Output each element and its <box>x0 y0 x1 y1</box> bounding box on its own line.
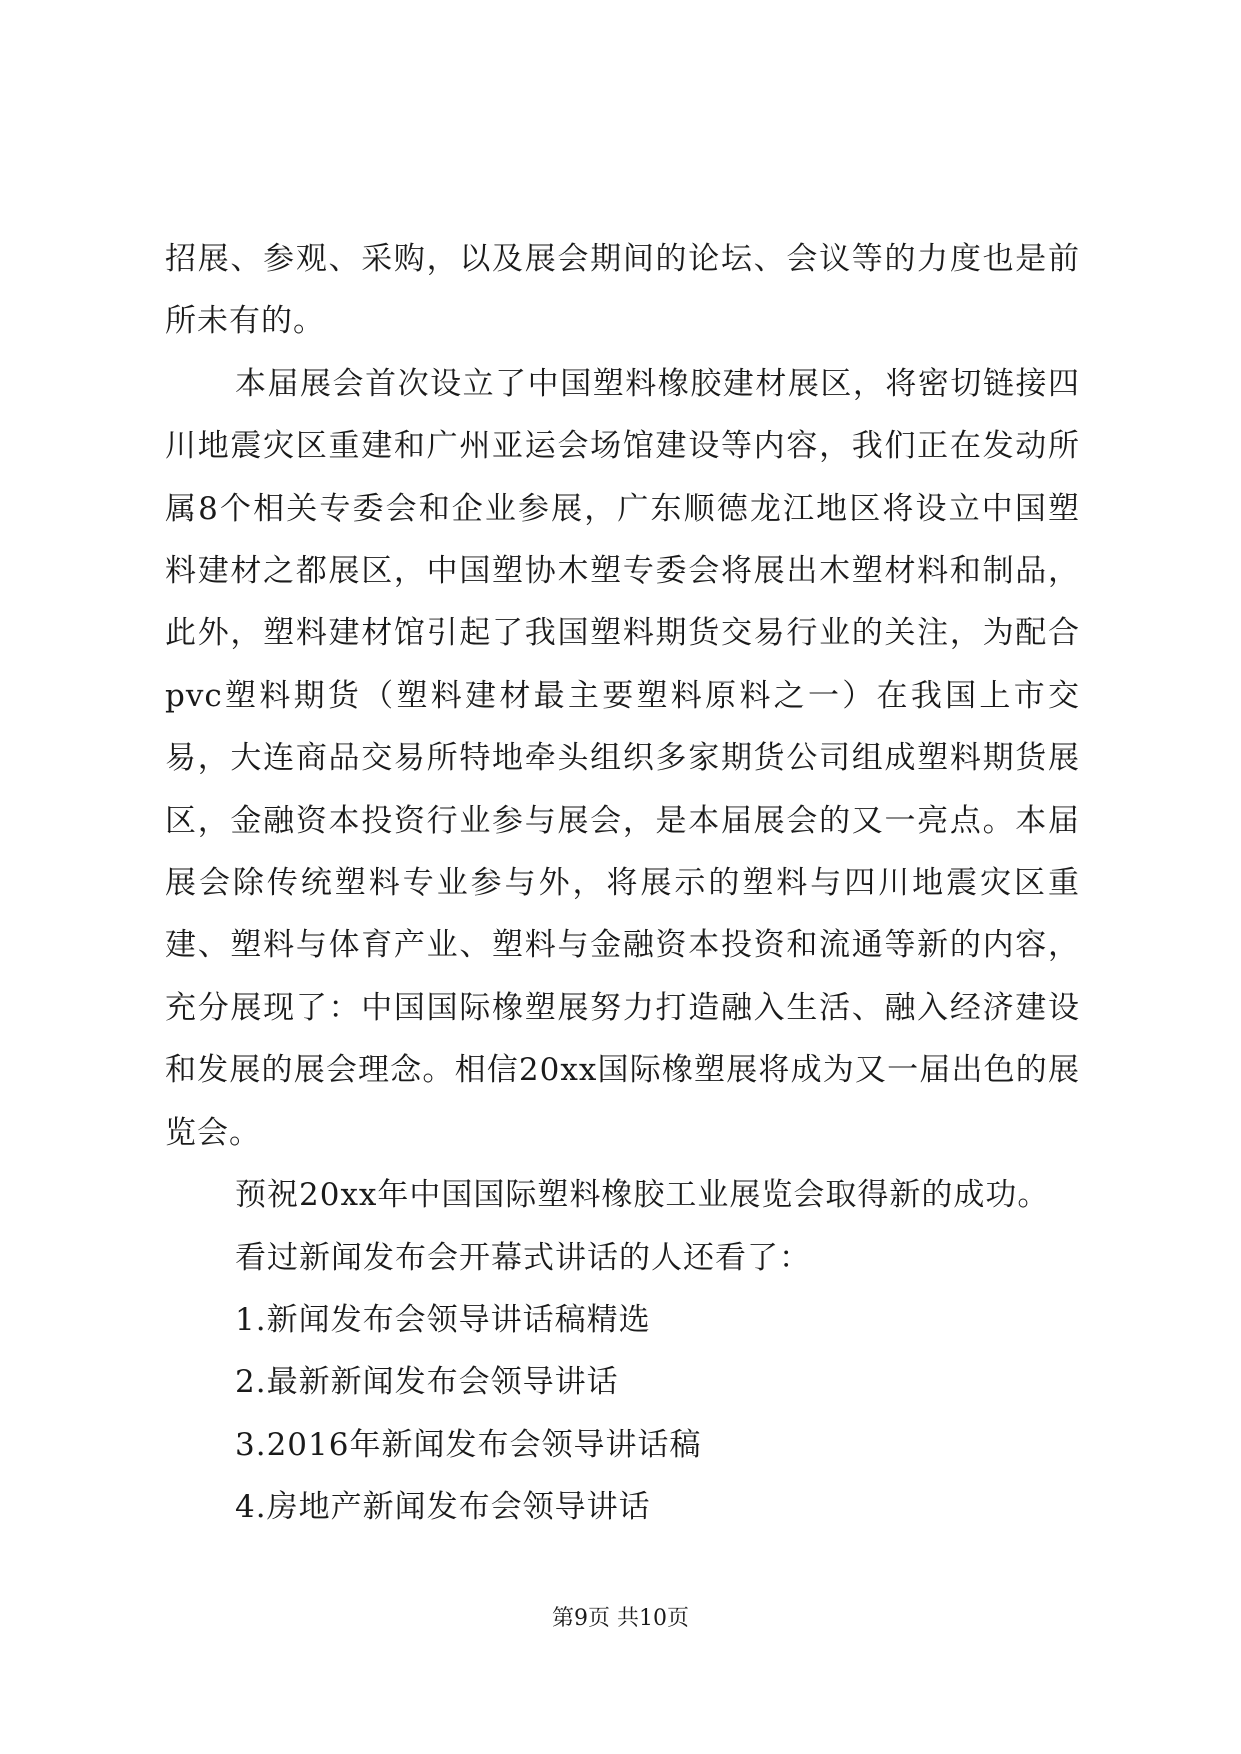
list-item: 3.2016年新闻发布会领导讲话稿 <box>235 1426 702 1463</box>
page-footer: 第9页 共10页 <box>552 1606 689 1631</box>
related-articles-list <box>165 1289 1080 1539</box>
paragraph-4: 看过新闻发布会开幕式讲话的人还看了： <box>235 1239 811 1276</box>
paragraph-2: 本届展会首次设立了中国塑料橡胶建材展区，将密切链接四川地震灾区重建和广州亚运会场馆建设等内容，我们正在发动所属8个相关专委会和企业参展，广东顺德龙江地区将设立中国塑料建材之都展区，中国塑协木塑专委会将展出木塑材料和制品，此外，塑料建材馆引起了我国塑料期货交易行业的关注，为配合pvc塑料期货（塑料建材最主要塑料原料之一）在我国上市交易，大连商品交易所特地牵头组织多家期货公司组成塑料期货展区，金融资本投资行业参与展会，是本届展会的又一亮点。本届展会除传统塑料专业参与外，将展示的塑料与四川地震灾区重建、塑料与体育产业、塑料与金融资本投资和流通等新的内容，充分展现了：中国国际橡塑展努力打造融入生活、融入经济建设和发展的展会理念。相信20xx国际橡塑展将成为又一届出色的展览会。 <box>165 365 1080 1151</box>
document-body <box>165 228 1080 1539</box>
list-item: 4.房地产新闻发布会领导讲话 <box>235 1489 651 1526</box>
list-item: 1.新闻发布会领导讲话稿精选 <box>235 1301 651 1338</box>
paragraph-1: 招展、参观、采购，以及展会期间的论坛、会议等的力度也是前所未有的。 <box>165 241 1080 340</box>
list-item: 2.最新新闻发布会领导讲话 <box>235 1364 619 1401</box>
paragraph-3: 预祝20xx年中国国际塑料橡胶工业展览会取得新的成功。 <box>235 1177 1050 1214</box>
